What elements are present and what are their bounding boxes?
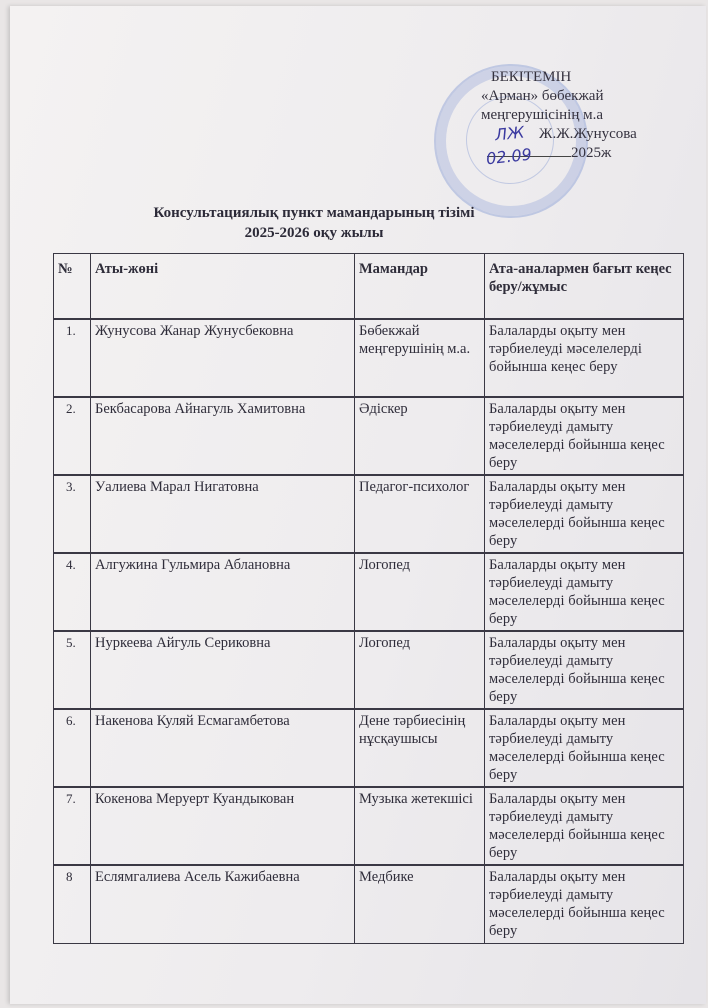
row-advice: Балаларды оқыту мен тәрбиелеуді дамыту мәселелерді бойынша кеңес беру: [485, 475, 684, 553]
table-row: [54, 631, 684, 709]
approval-year: 2025ж: [571, 145, 612, 161]
row-advice: Балаларды оқыту мен тәрбиелеуді дамыту мәселелерді бойынша кеңес беру: [485, 631, 684, 709]
row-name: Накенова Куляй Есмагамбетова: [91, 709, 355, 787]
row-number: 2.: [54, 397, 91, 475]
row-name: Бекбасарова Айнагуль Хамитовна: [91, 397, 355, 475]
table-row: [54, 475, 684, 553]
approval-signatory: Ж.Ж.Жунусова: [539, 126, 637, 142]
table-row: [54, 319, 684, 397]
row-role: Әдіскер: [355, 397, 485, 475]
specialists-table: [53, 253, 684, 944]
row-role: Бөбекжай меңгерушінің м.а.: [355, 319, 485, 397]
row-advice: Балаларды оқыту мен тәрбиелеуді дамыту мәселелерді бойынша кеңес беру: [485, 397, 684, 475]
header-number: №: [54, 254, 91, 320]
row-role: Логопед: [355, 631, 485, 709]
row-name: Еслямгалиева Асель Кажибаевна: [91, 865, 355, 943]
approval-organization: «Арман» бөбекжай: [481, 88, 604, 104]
table-header-row: [54, 254, 684, 320]
row-role: Музыка жетекшісі: [355, 787, 485, 865]
approval-position: меңгерушісінің м.а: [481, 107, 604, 123]
handwritten-date: 02.09: [485, 144, 533, 169]
document-title: Консультациялық пункт мамандарының тізімі: [153, 205, 475, 221]
row-advice: Балаларды оқыту мен тәрбиелеуді дамыту мәселелерді бойынша кеңес беру: [485, 865, 684, 943]
table-row: [54, 397, 684, 475]
row-name: Нуркеева Айгуль Сериковна: [91, 631, 355, 709]
row-number: 3.: [54, 475, 91, 553]
header-specialist: Мамандар: [355, 254, 485, 320]
row-number: 4.: [54, 553, 91, 631]
row-advice: Балаларды оқыту мен тәрбиелеуді дамыту мәселелерді бойынша кеңес беру: [485, 553, 684, 631]
table-row: [54, 553, 684, 631]
table-row: [54, 787, 684, 865]
table-row: [54, 865, 684, 943]
row-number: 7.: [54, 787, 91, 865]
row-role: Педагог-психолог: [355, 475, 485, 553]
row-number: 8: [54, 865, 91, 943]
row-advice: Балаларды оқыту мен тәрбиелеуді дамыту мәселелерді бойынша кеңес беру: [485, 709, 684, 787]
header-consultation: Ата-аналармен бағыт кеңес беру/жұмыс: [485, 254, 684, 320]
row-name: Жунусова Жанар Жунусбековна: [91, 319, 355, 397]
approval-heading: БЕКІТЕМІН: [491, 69, 572, 85]
row-role: Дене тәрбиесінің нұсқаушысы: [355, 709, 485, 787]
row-name: Кокенова Меруерт Куандыкован: [91, 787, 355, 865]
handwritten-signature: ЛЖ: [494, 122, 526, 145]
row-name: Уалиева Марал Нигатовна: [91, 475, 355, 553]
row-number: 1.: [54, 319, 91, 397]
row-advice: Балаларды оқыту мен тәрбиелеуді мәселелерді бойынша кеңес беру: [485, 319, 684, 397]
row-role: Логопед: [355, 553, 485, 631]
header-name: Аты-жөні: [91, 254, 355, 320]
row-name: Алгужина Гульмира Аблановна: [91, 553, 355, 631]
row-number: 6.: [54, 709, 91, 787]
document-subtitle: 2025-2026 оқу жылы: [244, 225, 384, 241]
table-row: [54, 709, 684, 787]
row-advice: Балаларды оқыту мен тәрбиелеуді дамыту мәселелерді бойынша кеңес беру: [485, 787, 684, 865]
row-number: 5.: [54, 631, 91, 709]
row-role: Медбике: [355, 865, 485, 943]
